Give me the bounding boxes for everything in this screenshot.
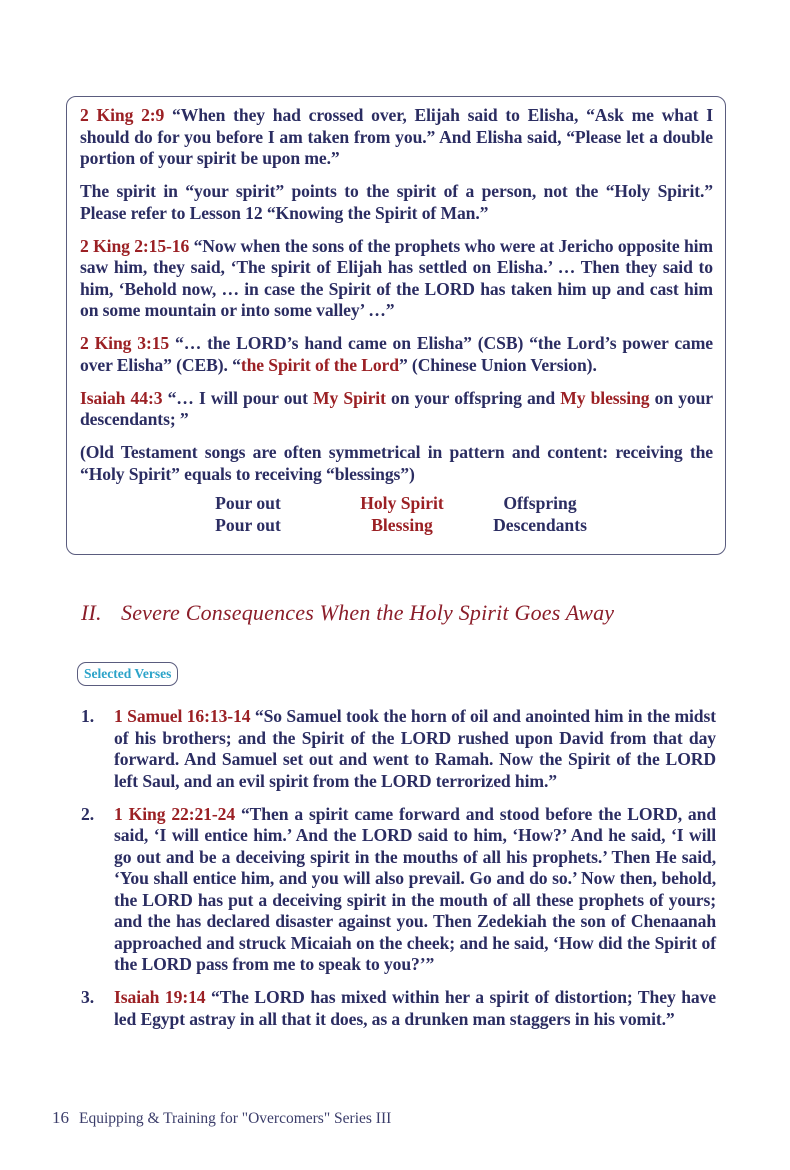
note-paragraph: (Old Testament songs are often symmetrical in pattern and content: receiving the “Holy Spirit” equals to receiving “blessings”) [80, 442, 713, 484]
item-number: 2. [81, 803, 95, 824]
verse-text: on your descendants; ” [80, 387, 713, 429]
verse-list [81, 706, 716, 1042]
section-number: II. [81, 600, 102, 625]
verse-2king-2-15 [80, 236, 713, 322]
verse-text: “The LORD has mixed within her a spirit of distortion; They have led Egypt astray in all that it does, as a drunken man staggers in his vomit.” [114, 987, 716, 1029]
section-title: Severe Consequences When the Holy Spirit Goes Away [121, 600, 615, 625]
verse-text: “Now when the sons of the prophets who were at Jericho opposite him saw him, they said, ‘The spirit of Elijah has settled on Elisha.’ … Then they said to him, ‘Behold now, … in case the Spirit of the LORD has taken him up and cast him on some mountain or into some valley’ …” [80, 235, 713, 320]
verse-reference: Isaiah 19:14 [114, 987, 206, 1007]
series-title: Equipping & Training for "Overcomers" Series III [79, 1110, 392, 1127]
page-number: 16 [52, 1108, 69, 1127]
selected-verses-badge: Selected Verses [77, 662, 178, 686]
verse-reference: 2 King 3:15 [80, 333, 170, 353]
verse-text: “… the LORD’s hand came on Elisha” (CSB) “the Lord’s power came over Elisha” (CEB). “ [80, 333, 713, 375]
verse-isaiah-44-3 [80, 388, 713, 431]
table-cell: Holy Spirit [360, 493, 444, 513]
note-box [66, 96, 726, 555]
item-number: 1. [81, 706, 95, 726]
verse-reference: 2 King 2:15-16 [80, 235, 190, 256]
page-footer [52, 1108, 391, 1128]
item-text [114, 804, 716, 976]
verse-reference: 1 Samuel 16:13-14 [114, 706, 251, 726]
highlight-text: My blessing [560, 387, 650, 408]
table-cell: Blessing [371, 514, 433, 535]
item-text [114, 987, 716, 1030]
section-heading [81, 600, 614, 626]
list-item [81, 987, 716, 1030]
table-cell: Pour out [215, 514, 281, 535]
verse-reference: 2 King 2:9 [80, 105, 165, 125]
verse-reference: Isaiah 44:3 [80, 387, 163, 408]
item-text [114, 706, 716, 792]
highlight-text: the Spirit of the Lord [240, 354, 399, 375]
verse-reference: 1 King 22:21-24 [114, 803, 236, 824]
verse-text: “… I will pour out [162, 387, 314, 408]
column-recipient [485, 493, 595, 536]
list-item [81, 706, 716, 792]
commentary-paragraph: The spirit in “your spirit” points to the spirit of a person, not the “Holy Spirit.” Please refer to Lesson 12 “Knowing the Spirit of Man.” [80, 181, 713, 223]
verse-text: ” (Chinese Union Version). [398, 354, 597, 375]
list-item [81, 804, 716, 976]
verse-2king-3-15 [80, 333, 713, 376]
column-gift [342, 493, 462, 536]
item-number: 3. [81, 987, 95, 1007]
table-cell: Descendants [493, 514, 587, 535]
verse-2king-2-9 [80, 105, 713, 170]
verse-text: “So Samuel took the horn of oil and anointed him in the midst of his brothers; and the Spirit of the LORD rushed upon David from that day forward. And Samuel set out and went to Ramah. Now the Spirit of the LORD left Saul, and an evil spirit from the LORD terrorized him.” [114, 706, 716, 791]
column-action [198, 493, 298, 536]
verse-text: on your offspring and [385, 387, 561, 408]
highlight-text: My Spirit [313, 387, 386, 408]
table-cell: Pour out [215, 493, 281, 513]
verse-text: “When they had crossed over, Elijah said to Elisha, “Ask me what I should do for you before I am taken from you.” And Elisha said, “Please let a double portion of your spirit be upon me.” [80, 105, 713, 168]
verse-text: “Then a spirit came forward and stood before the LORD, and said, ‘I will entice him.’ And the LORD said to him, ‘How?’ And he said, ‘I will go out and be a deceiving spirit in the mouths of all his prophets.’ Then He said, ‘You shall entice him, and you will also prevail. Go and do so.’ Now then, behold, the LORD has put a deceiving spirit in the mouth of all these prophets of yours; and the has declared disaster against you. Then Zedekiah the son of Chenaanah approached and struck Micaiah on the cheek; and he said, ‘How did the Spirit of the LORD pass from me to speak to you?’” [114, 803, 716, 974]
parallel-table [80, 493, 713, 541]
table-cell: Offspring [503, 493, 577, 513]
